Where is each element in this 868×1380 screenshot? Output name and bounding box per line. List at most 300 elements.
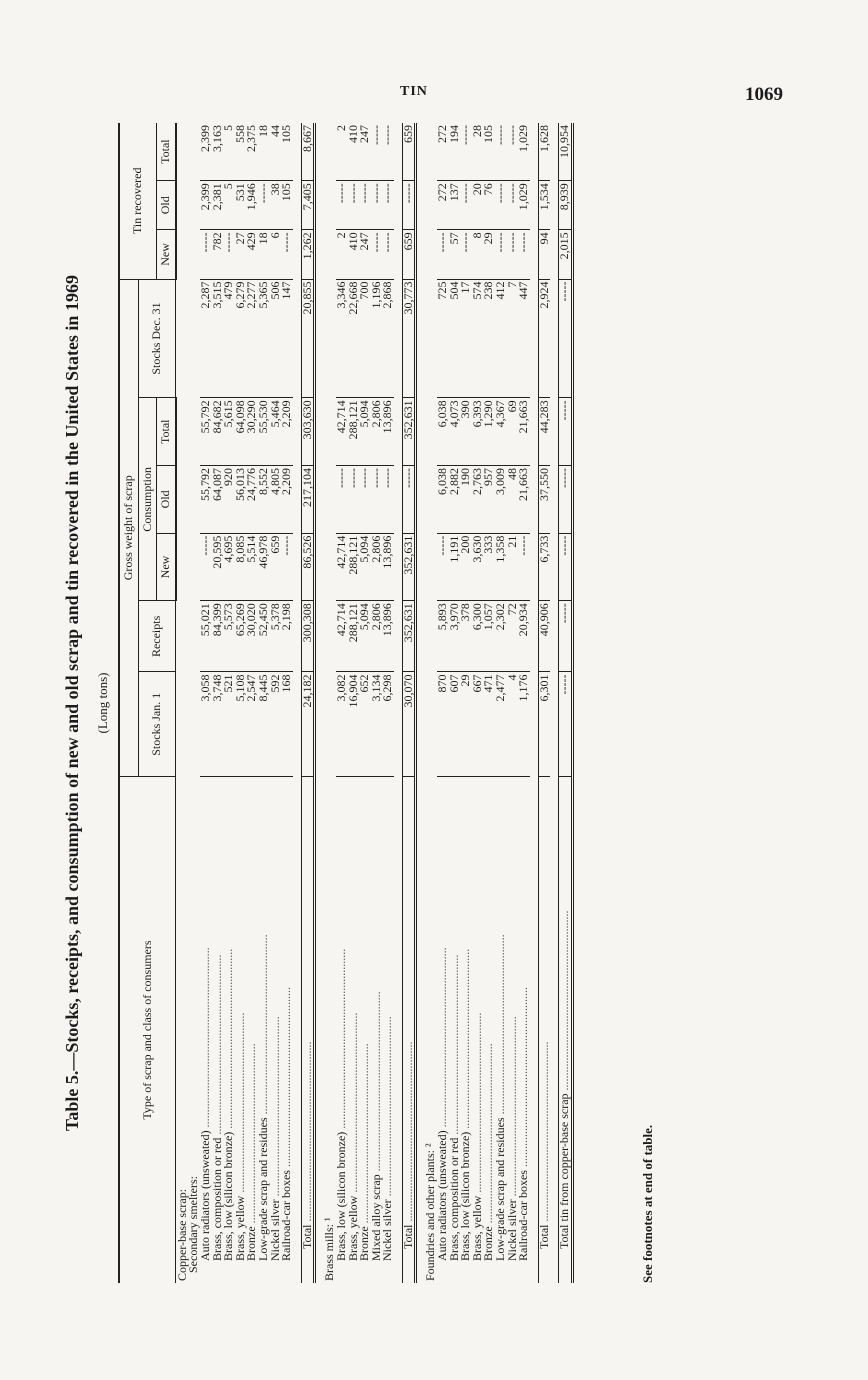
row-label-text: Total bbox=[536, 1224, 551, 1249]
header-tin-recovered: Tin recovered bbox=[119, 123, 157, 279]
running-head: TIN bbox=[400, 84, 428, 99]
group-heading: Copper-base scrap: bbox=[174, 1188, 189, 1281]
table-cell: 2,882 bbox=[449, 466, 461, 534]
table-cell: 2,287 bbox=[200, 279, 212, 398]
table-cell: 48 bbox=[507, 466, 519, 534]
table-caption: Table 5.—Stocks, receipts, and consumption of new and old scrap and tin recovered in the United States in 1969 bbox=[62, 275, 82, 1131]
table-cell: 57 bbox=[449, 230, 461, 279]
table-cell: 4,805 bbox=[270, 466, 282, 534]
table-cell: 1,057 bbox=[483, 601, 495, 672]
table-cell: 3,346 bbox=[336, 279, 348, 398]
table-cell: ----- bbox=[223, 230, 235, 279]
table-cell: 667 bbox=[472, 672, 484, 777]
table-cell: 29 bbox=[483, 230, 495, 279]
table-cell: 38 bbox=[270, 181, 282, 230]
table-cell: 8,939 bbox=[559, 181, 573, 230]
table-cell: 194 bbox=[449, 123, 461, 181]
table-cell: 6,038 bbox=[437, 466, 449, 534]
table-cell: 94 bbox=[538, 230, 550, 279]
table-cell: 5,378 bbox=[270, 601, 282, 672]
table-row bbox=[281, 123, 293, 1283]
table-cell: 17 bbox=[460, 279, 472, 398]
table-cell: 5,615 bbox=[223, 398, 235, 466]
table-cell: ----- bbox=[348, 181, 360, 230]
row-label: Total ............................................................ bbox=[402, 777, 416, 1284]
table-cell: 21 bbox=[507, 533, 519, 601]
table-cell: 288,121 bbox=[348, 601, 360, 672]
table-cell: 4,695 bbox=[223, 533, 235, 601]
table-cell: 2,806 bbox=[371, 601, 383, 672]
row-label-text: Low-grade scrap and residues bbox=[255, 1117, 270, 1261]
table-cell: ----- bbox=[495, 181, 507, 230]
table-cell: 64,087 bbox=[212, 466, 224, 534]
data-table bbox=[118, 123, 574, 1283]
table-cell: 3,009 bbox=[495, 466, 507, 534]
table-cell: 55,792 bbox=[200, 466, 212, 534]
table-cell: 21,663 bbox=[518, 466, 530, 534]
row-label-text: Brass, low (silicon bronze) bbox=[458, 1131, 473, 1261]
table-cell: 4 bbox=[507, 672, 519, 777]
table-cell: 5,514 bbox=[246, 533, 258, 601]
table-cell: 288,121 bbox=[348, 398, 360, 466]
header-consumption-total: Total bbox=[157, 398, 176, 466]
table-cell: 3,134 bbox=[371, 672, 383, 777]
table-cell: 2,302 bbox=[495, 601, 507, 672]
table-cell: 29 bbox=[460, 672, 472, 777]
table-cell: 2,209 bbox=[281, 398, 293, 466]
table-cell: 3,515 bbox=[212, 279, 224, 398]
footnote: See footnotes at end of table. bbox=[640, 1124, 655, 1283]
row-label: Low-grade scrap and residues ............................................................ bbox=[255, 934, 270, 1261]
row-label-text: Auto radiators (unsweated) bbox=[197, 1130, 212, 1261]
row-label: Brass, low (silicon bronze) ............................................................ bbox=[221, 948, 236, 1261]
table-cell: 64,098 bbox=[235, 398, 247, 466]
table-cell: 378 bbox=[460, 601, 472, 672]
table-cell: 3,970 bbox=[449, 601, 461, 672]
row-label-text: Brass, yellow bbox=[232, 1195, 247, 1261]
table-cell: 8,445 bbox=[258, 672, 270, 777]
table-cell: 652 bbox=[359, 672, 371, 777]
table-cell: ----- bbox=[359, 466, 371, 534]
header-gross-weight: Gross weight of scrap bbox=[119, 279, 138, 776]
row-label-text: Total bbox=[299, 1224, 314, 1249]
row-label: Brass, yellow ............................................................ bbox=[469, 1012, 484, 1261]
table-cell: 5 bbox=[223, 123, 235, 181]
total-row bbox=[301, 123, 315, 1283]
table-cell: 247 bbox=[359, 230, 371, 279]
table-cell: 1,290 bbox=[483, 398, 495, 466]
table-cell: 24,776 bbox=[246, 466, 258, 534]
table-cell: ----- bbox=[460, 123, 472, 181]
table-cell: 6,279 bbox=[235, 279, 247, 398]
table-cell: 20,595 bbox=[212, 533, 224, 601]
row-label-text: Railroad-car boxes bbox=[516, 1170, 531, 1261]
table-cell: ----- bbox=[495, 230, 507, 279]
table-cell: ----- bbox=[559, 466, 573, 534]
table-cell: ----- bbox=[559, 672, 573, 777]
row-label-text: Brass, composition or red bbox=[209, 1137, 224, 1261]
table-cell: ----- bbox=[460, 230, 472, 279]
table-cell: ----- bbox=[495, 123, 507, 181]
table-cell: ----- bbox=[559, 601, 573, 672]
table-cell: 5,108 bbox=[235, 672, 247, 777]
table-cell: ----- bbox=[382, 230, 394, 279]
header-stocks-jan: Stocks Jan. 1 bbox=[138, 672, 176, 777]
table-cell: 13,896 bbox=[382, 398, 394, 466]
table-cell: 2,015 bbox=[559, 230, 573, 279]
table-cell: 574 bbox=[472, 279, 484, 398]
row-label-text: Brass, low (silicon bronze) bbox=[221, 1131, 236, 1261]
table-cell: 531 bbox=[235, 181, 247, 230]
table-row bbox=[382, 123, 394, 1283]
table-cell: 272 bbox=[437, 181, 449, 230]
table-cell: 24,182 bbox=[301, 672, 315, 777]
table-cell: ----- bbox=[371, 123, 383, 181]
table-cell: 6,038 bbox=[437, 398, 449, 466]
table-cell: ----- bbox=[559, 279, 573, 398]
table-cell: ----- bbox=[200, 533, 212, 601]
table-cell: 5,573 bbox=[223, 601, 235, 672]
table-cell: ----- bbox=[559, 533, 573, 601]
row-label: Total tin from copper-base scrap ............................................................ bbox=[559, 777, 573, 1284]
table-cell: 7 bbox=[507, 279, 519, 398]
table-cell: 1,029 bbox=[518, 123, 530, 181]
table-cell: 2,868 bbox=[382, 279, 394, 398]
header-receipts: Receipts bbox=[138, 601, 176, 672]
row-label-text: Brass, composition or red bbox=[446, 1137, 461, 1261]
table-cell: 2,209 bbox=[281, 466, 293, 534]
table-cell: 44,283 bbox=[538, 398, 550, 466]
row-label: Bronze ............................................................ bbox=[357, 1043, 372, 1261]
table-cell: 2,277 bbox=[246, 279, 258, 398]
table-cell: 18 bbox=[258, 230, 270, 279]
table-cell: 8 bbox=[472, 230, 484, 279]
table-cell: 429 bbox=[246, 230, 258, 279]
table-cell: 20 bbox=[472, 181, 484, 230]
table-cell: ----- bbox=[336, 466, 348, 534]
table-cell: 137 bbox=[449, 181, 461, 230]
table-cell: 8,667 bbox=[301, 123, 315, 181]
table-cell: 2,381 bbox=[212, 181, 224, 230]
table-cell: ----- bbox=[200, 230, 212, 279]
table-cell: 22,668 bbox=[348, 279, 360, 398]
table-cell: 333 bbox=[483, 533, 495, 601]
table-cell: ----- bbox=[348, 466, 360, 534]
row-label-text: Brass, yellow bbox=[345, 1195, 360, 1261]
table-cell: 5 bbox=[223, 181, 235, 230]
table-cell: ----- bbox=[382, 181, 394, 230]
table-cell: 272 bbox=[437, 123, 449, 181]
row-label-text: Total bbox=[400, 1224, 415, 1249]
table-cell: ----- bbox=[281, 230, 293, 279]
table-cell: 55,530 bbox=[258, 398, 270, 466]
table-cell: 105 bbox=[483, 123, 495, 181]
table-cell: 65,269 bbox=[235, 601, 247, 672]
section-heading: Foundries and other plants: ² bbox=[423, 1143, 438, 1281]
row-label-text: Mixed alloy scrap bbox=[368, 1174, 383, 1261]
table-cell: 410 bbox=[348, 123, 360, 181]
table-cell: ----- bbox=[402, 466, 416, 534]
table-header bbox=[119, 123, 176, 1283]
table-cell: 37,550 bbox=[538, 466, 550, 534]
table-cell: 72 bbox=[507, 601, 519, 672]
row-label-text: Nickel silver bbox=[504, 1199, 519, 1261]
table-cell: 1,628 bbox=[538, 123, 550, 181]
group-heading-row bbox=[176, 123, 189, 1283]
table-cell: 21,663 bbox=[518, 398, 530, 466]
row-label: Brass, composition or red ............................................................ bbox=[209, 954, 224, 1261]
table-cell: 42,714 bbox=[336, 601, 348, 672]
row-label: Nickel silver ............................................................ bbox=[267, 1016, 282, 1261]
table-cell: 200 bbox=[460, 533, 472, 601]
row-label: Brass, yellow ............................................................ bbox=[345, 1012, 360, 1261]
table-cell: 10,954 bbox=[559, 123, 573, 181]
table-cell: 504 bbox=[449, 279, 461, 398]
header-consumption-new: New bbox=[157, 533, 176, 601]
table-cell: 920 bbox=[223, 466, 235, 534]
table-cell: 300,308 bbox=[301, 601, 315, 672]
table-cell: 6,298 bbox=[382, 672, 394, 777]
header-tin-old: Old bbox=[157, 181, 176, 230]
header-stocks-dec: Stocks Dec. 31 bbox=[138, 279, 176, 398]
table-cell: 30,070 bbox=[402, 672, 416, 777]
table-cell: 471 bbox=[483, 672, 495, 777]
row-label: Railroad-car boxes ............................................................ bbox=[516, 987, 531, 1261]
table-cell: 20,934 bbox=[518, 601, 530, 672]
row-label-text: Nickel silver bbox=[267, 1199, 282, 1261]
header-consumption-old: Old bbox=[157, 466, 176, 534]
table-cell: 3,630 bbox=[472, 533, 484, 601]
table-cell: ----- bbox=[258, 181, 270, 230]
table-cell: 410 bbox=[348, 230, 360, 279]
table-cell: 247 bbox=[359, 123, 371, 181]
table-cell: ----- bbox=[460, 181, 472, 230]
table-cell: ----- bbox=[559, 398, 573, 466]
table-cell: 870 bbox=[437, 672, 449, 777]
table-cell: 479 bbox=[223, 279, 235, 398]
table-cell: 5,094 bbox=[359, 398, 371, 466]
table-row bbox=[518, 123, 530, 1283]
row-label: Brass, low (silicon bronze) ............................................................ bbox=[458, 948, 473, 1261]
table-cell: ----- bbox=[518, 533, 530, 601]
table-cell: 147 bbox=[281, 279, 293, 398]
table-cell: 7,405 bbox=[301, 181, 315, 230]
table-cell: 352,631 bbox=[402, 533, 416, 601]
table-cell: 8,085 bbox=[235, 533, 247, 601]
row-label-text: Brass, yellow bbox=[469, 1195, 484, 1261]
table-cell: ----- bbox=[359, 181, 371, 230]
table-cell: 13,896 bbox=[382, 601, 394, 672]
row-label: Bronze ............................................................ bbox=[244, 1043, 259, 1261]
table-cell: 957 bbox=[483, 466, 495, 534]
table-cell: 3,082 bbox=[336, 672, 348, 777]
table-cell: ----- bbox=[382, 466, 394, 534]
row-label: Bronze ............................................................ bbox=[481, 1043, 496, 1261]
row-label: Low-grade scrap and residues ............................................................ bbox=[493, 934, 508, 1261]
table-cell: ----- bbox=[382, 123, 394, 181]
table-cell: 659 bbox=[402, 230, 416, 279]
table-cell: 13,896 bbox=[382, 533, 394, 601]
table-cell: 4,367 bbox=[495, 398, 507, 466]
table-cell: 52,450 bbox=[258, 601, 270, 672]
table-cell: 447 bbox=[518, 279, 530, 398]
table-cell: 2,547 bbox=[246, 672, 258, 777]
table-cell: ----- bbox=[507, 181, 519, 230]
table-cell: 1,358 bbox=[495, 533, 507, 601]
table-cell: 55,021 bbox=[200, 601, 212, 672]
table-cell: 84,399 bbox=[212, 601, 224, 672]
table-cell: 190 bbox=[460, 466, 472, 534]
table-cell: 105 bbox=[281, 181, 293, 230]
table-cell: 105 bbox=[281, 123, 293, 181]
table-cell: 2,375 bbox=[246, 123, 258, 181]
table-cell: 1,196 bbox=[371, 279, 383, 398]
table-cell: 30,773 bbox=[402, 279, 416, 398]
table-cell: 5,365 bbox=[258, 279, 270, 398]
table-cell: 42,714 bbox=[336, 398, 348, 466]
row-label: Brass, low (silicon bronze) ............................................................ bbox=[333, 948, 348, 1261]
table-cell: 592 bbox=[270, 672, 282, 777]
table-cell: 521 bbox=[223, 672, 235, 777]
table-cell: ----- bbox=[371, 181, 383, 230]
row-label-text: Auto radiators (unsweated) bbox=[435, 1130, 450, 1261]
table-cell: 700 bbox=[359, 279, 371, 398]
table-cell: 18 bbox=[258, 123, 270, 181]
table-cell: 5,094 bbox=[359, 533, 371, 601]
table-cell: ----- bbox=[518, 230, 530, 279]
header-tin-total: Total bbox=[157, 123, 176, 181]
row-label: Total ............................................................ bbox=[301, 777, 315, 1284]
table-cell: 558 bbox=[235, 123, 247, 181]
table-cell: 6,393 bbox=[472, 398, 484, 466]
page-number: 1069 bbox=[745, 84, 783, 105]
table-cell: 56,013 bbox=[235, 466, 247, 534]
table-cell: 69 bbox=[507, 398, 519, 466]
table-cell: 1,191 bbox=[449, 533, 461, 601]
table-cell: ----- bbox=[437, 533, 449, 601]
table-cell: 76 bbox=[483, 181, 495, 230]
rotated-table-block bbox=[62, 123, 662, 1283]
header-consumption: Consumption bbox=[138, 398, 157, 601]
table-cell: 2,477 bbox=[495, 672, 507, 777]
table-cell: 725 bbox=[437, 279, 449, 398]
table-cell: ----- bbox=[507, 123, 519, 181]
table-cell: ----- bbox=[371, 466, 383, 534]
table-cell: 8,552 bbox=[258, 466, 270, 534]
row-label: Brass, yellow ............................................................ bbox=[232, 1012, 247, 1261]
row-label-text: Bronze bbox=[481, 1226, 496, 1261]
table-cell: 1,946 bbox=[246, 181, 258, 230]
table-cell: 30,020 bbox=[246, 601, 258, 672]
table-cell: 238 bbox=[483, 279, 495, 398]
row-label: Nickel silver ............................................................ bbox=[504, 1016, 519, 1261]
section-heading: Brass mills: ¹ bbox=[322, 1217, 337, 1281]
table-cell: 1,176 bbox=[518, 672, 530, 777]
table-cell: 40,906 bbox=[538, 601, 550, 672]
table-cell: ----- bbox=[402, 181, 416, 230]
table-cell: 2,763 bbox=[472, 466, 484, 534]
table-cell: 2 bbox=[336, 230, 348, 279]
table-cell: 3,058 bbox=[200, 672, 212, 777]
table-cell: 1,262 bbox=[301, 230, 315, 279]
row-label-text: Railroad-car boxes bbox=[279, 1170, 294, 1261]
table-body bbox=[176, 123, 573, 1283]
table-cell: 28 bbox=[472, 123, 484, 181]
table-cell: 2,806 bbox=[371, 533, 383, 601]
table-cell: ----- bbox=[507, 230, 519, 279]
table-cell: 659 bbox=[402, 123, 416, 181]
table-cell: 3,748 bbox=[212, 672, 224, 777]
table-cell: 46,978 bbox=[258, 533, 270, 601]
row-label-text: Total tin from copper-base scrap bbox=[557, 1093, 572, 1249]
table-cell: 5,893 bbox=[437, 601, 449, 672]
table-subcaption: (Long tons) bbox=[95, 672, 110, 734]
table-cell: 288,121 bbox=[348, 533, 360, 601]
table-cell: 42,714 bbox=[336, 533, 348, 601]
table-cell: 6 bbox=[270, 230, 282, 279]
table-cell: 86,526 bbox=[301, 533, 315, 601]
table-cell: 782 bbox=[212, 230, 224, 279]
table-cell: 2,399 bbox=[200, 123, 212, 181]
table-cell: 5,094 bbox=[359, 601, 371, 672]
table-cell: 352,631 bbox=[402, 398, 416, 466]
header-tin-new: New bbox=[157, 230, 176, 279]
row-label-text: Nickel silver bbox=[380, 1199, 395, 1261]
row-label-text: Brass, low (silicon bronze) bbox=[333, 1131, 348, 1261]
table-cell: ----- bbox=[281, 533, 293, 601]
table-cell: 506 bbox=[270, 279, 282, 398]
total-row bbox=[402, 123, 416, 1283]
table-cell: 16,904 bbox=[348, 672, 360, 777]
table-cell: 1,029 bbox=[518, 181, 530, 230]
table-cell: 168 bbox=[281, 672, 293, 777]
grand-total-row bbox=[559, 123, 573, 1283]
table-cell: 44 bbox=[270, 123, 282, 181]
table-cell: 303,630 bbox=[301, 398, 315, 466]
table-cell: 352,631 bbox=[402, 601, 416, 672]
header-type: Type of scrap and class of consumers bbox=[119, 777, 176, 1284]
table-cell: 6,301 bbox=[538, 672, 550, 777]
row-label: Brass, composition or red ............................................................ bbox=[446, 954, 461, 1261]
table-cell: 55,792 bbox=[200, 398, 212, 466]
row-label-text: Bronze bbox=[357, 1226, 372, 1261]
table-cell: 27 bbox=[235, 230, 247, 279]
table-cell: 2,924 bbox=[538, 279, 550, 398]
table-cell: 30,290 bbox=[246, 398, 258, 466]
table-cell: ----- bbox=[336, 181, 348, 230]
table-cell: 2,806 bbox=[371, 398, 383, 466]
table-cell: 390 bbox=[460, 398, 472, 466]
table-cell: 217,104 bbox=[301, 466, 315, 534]
table-cell: 1,534 bbox=[538, 181, 550, 230]
table-cell: ----- bbox=[371, 230, 383, 279]
table-cell: 3,163 bbox=[212, 123, 224, 181]
row-label: Railroad-car boxes ............................................................ bbox=[279, 987, 294, 1261]
row-label: Mixed alloy scrap ............................................................ bbox=[368, 991, 383, 1261]
table-cell: 659 bbox=[270, 533, 282, 601]
table-cell: 4,073 bbox=[449, 398, 461, 466]
row-label-text: Low-grade scrap and residues bbox=[493, 1117, 508, 1261]
table-cell: 84,682 bbox=[212, 398, 224, 466]
row-label-text: Bronze bbox=[244, 1226, 259, 1261]
table-cell: 5,464 bbox=[270, 398, 282, 466]
table-cell: 2,399 bbox=[200, 181, 212, 230]
total-row bbox=[538, 123, 550, 1283]
table-cell: 2,198 bbox=[281, 601, 293, 672]
table-cell: 2 bbox=[336, 123, 348, 181]
section-heading: Secondary smelters: bbox=[186, 1176, 201, 1273]
table-cell: 412 bbox=[495, 279, 507, 398]
